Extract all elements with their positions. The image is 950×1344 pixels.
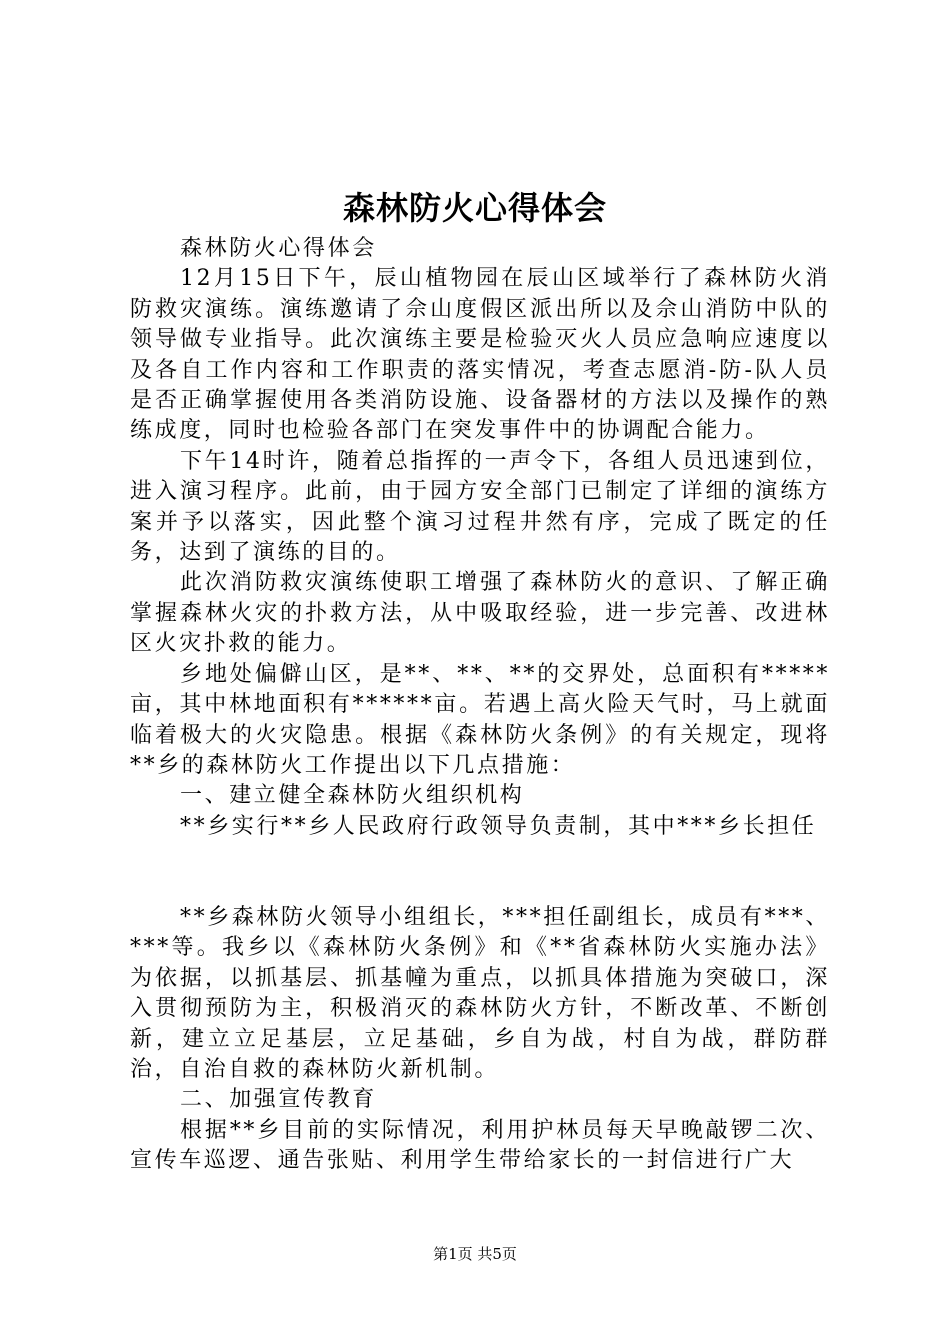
document-title: 森林防火心得体会 <box>342 189 607 227</box>
paragraph: 乡地处偏僻山区，是**、**、**的交界处，总面积有*****亩，其中林地面积有******亩。若遇上高火险天气时，马上就面临着极大的火灾隐患。根据《森林防火条例》的有关规定，现将**乡的森林防火工作提出以下几点措施： <box>130 661 830 778</box>
paragraph: 此次消防救灾演练使职工增强了森林防火的意识、了解正确掌握森林火灾的扑救方法，从中吸取经验，进一步完善、改进林区火灾扑救的能力。 <box>130 570 830 657</box>
section-heading: 二、加强宣传教育 <box>180 1087 377 1113</box>
paragraph: 森林防火心得体会 <box>180 236 377 261</box>
page-footer: 第1页 共5页 <box>433 1245 517 1263</box>
paragraph: 根据**乡目前的实际情况，利用护林员每天早晚敲锣二次、宣传车巡逻、通告张贴、利用学生带给家长的一封信进行广大 <box>130 1117 830 1174</box>
section-heading: 一、建立健全森林防火组织机构 <box>180 783 525 809</box>
paragraph: 12月15日下午，辰山植物园在辰山区域举行了森林防火消防救灾演练。演练邀请了佘山度假区派出所以及佘山消防中队的领导做专业指导。此次演练主要是检验灭火人员应急响应速度以及各自工作内容和工作职责的落实情况，考查志愿消-防-队人员是否正确掌握使用各类消防设施、设备器材的方法以及操作的熟练成度，同时也检验各部门在突发事件中的协调配合能力。 <box>130 266 830 444</box>
paragraph: 下午14时许，随着总指挥的一声令下，各组人员迅速到位，进入演习程序。此前，由于园方安全部门已制定了详细的演练方案并予以落实，因此整个演习过程井然有序，完成了既定的任务，达到了演练的目的。 <box>130 448 830 566</box>
document-body-top <box>130 234 830 842</box>
paragraph: **乡实行**乡人民政府行政领导负责制，其中***乡长担任 <box>180 813 817 839</box>
document-body-bottom <box>130 903 830 1177</box>
paragraph: **乡森林防火领导小组组长，***担任副组长，成员有***、***等。我乡以《森林防火条例》和《**省森林防火实施办法》为依据，以抓基层、抓基幢为重点，以抓具体措施为突破口，深入贯彻预防为主，积极消灭的森林防火方针，不断改革、不断创新，建立立足基层，立足基础，乡自为战，村自为战，群防群治，自治自救的森林防火新机制。 <box>130 905 831 1083</box>
